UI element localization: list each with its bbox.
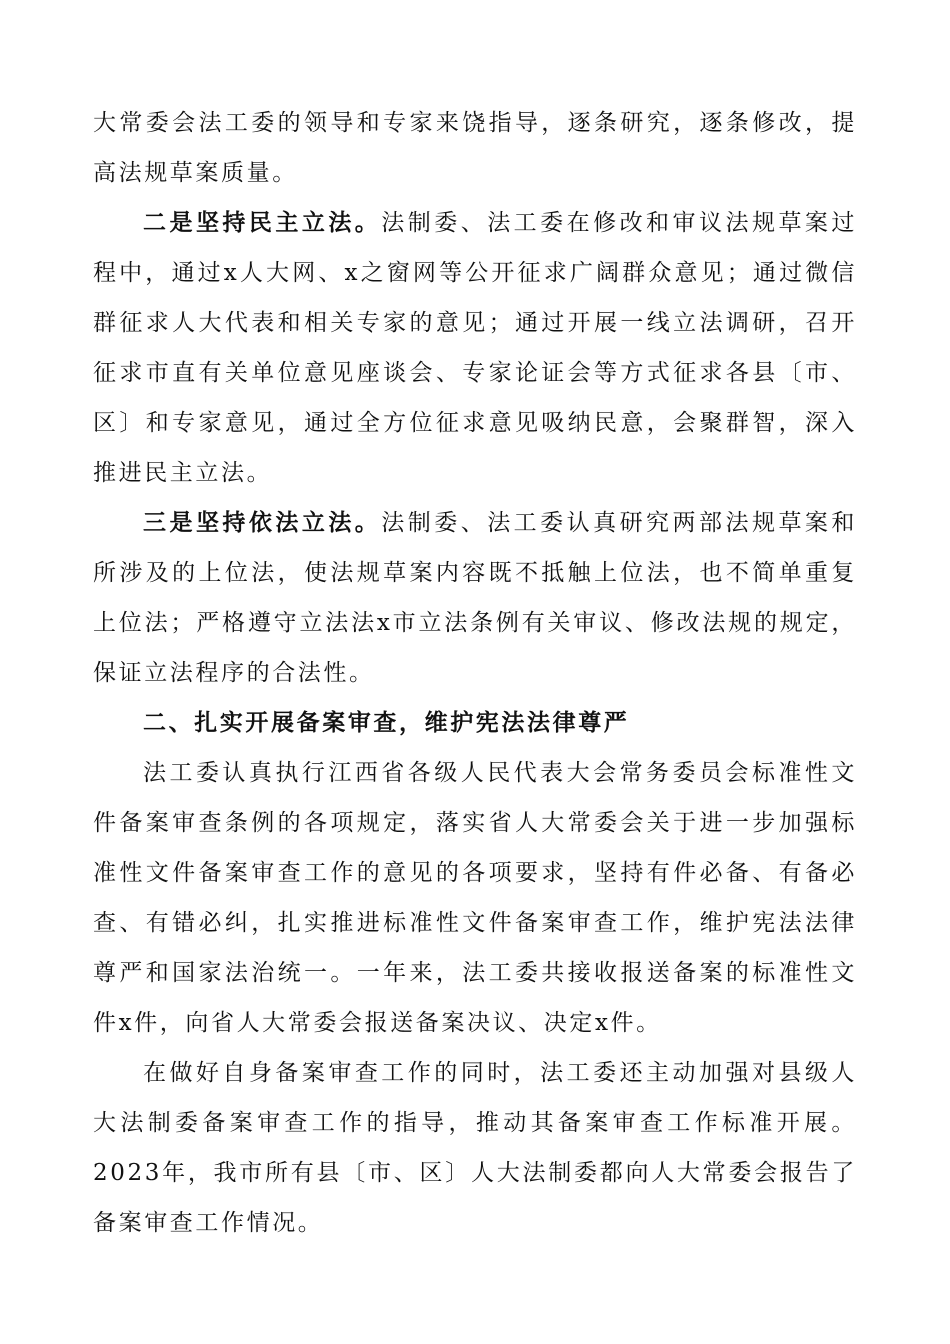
paragraph-text: 大常委会法工委的领导和专家来饶指导，逐条研究，逐条修改，提高法规草案质量。 xyxy=(93,110,857,186)
paragraph-lawful-legislation xyxy=(93,498,857,698)
paragraph-text: 法制委、法工委在修改和审议法规草案过程中，通过x人大网、x之窗网等公开征求广阔群众意见；通过微信群征求人大代表和相关专家的意见；通过开展一线立法调研，召开征求市直有关单位意见座谈会、专家论证会等方式征求各县〔市、区〕和专家意见，通过全方位征求意见吸纳民意，会聚群智，深入推进民主立法。 xyxy=(93,210,857,486)
paragraph-lead: 三是坚持依法立法。 xyxy=(143,510,382,536)
section-heading: 二、扎实开展备案审查，维护宪法法律尊严 xyxy=(143,710,630,736)
paragraph-text: 在做好自身备案审查工作的同时，法工委还主动加强对县级人大法制委备案审查工作的指导，推动其备案审查工作标准开展。2023年，我市所有县〔市、区〕人大法制委都向人大常委会报告了备案审查工作情况。 xyxy=(93,1060,857,1236)
document-body xyxy=(93,98,857,1248)
paragraph-continuation xyxy=(93,98,857,198)
paragraph-filing-review xyxy=(93,748,857,1048)
paragraph-county-guidance xyxy=(93,1048,857,1248)
paragraph-text: 法制委、法工委认真研究两部法规草案和所涉及的上位法，使法规草案内容既不抵触上位法，也不简单重复上位法；严格遵守立法法x市立法条例有关审议、修改法规的规定，保证立法程序的合法性。 xyxy=(93,510,857,686)
paragraph-democratic-legislation xyxy=(93,198,857,498)
paragraph-text: 法工委认真执行江西省各级人民代表大会常务委员会标准性文件备案审查条例的各项规定，落实省人大常委会关于进一步加强标准性文件备案审查工作的意见的各项要求，坚持有件必备、有备必查、有错必纠，扎实推进标准性文件备案审查工作，维护宪法法律尊严和国家法治统一。一年来，法工委共接收报送备案的标准性文件x件，向省人大常委会报送备案决议、决定x件。 xyxy=(93,760,857,1036)
paragraph-lead: 二是坚持民主立法。 xyxy=(143,210,382,236)
